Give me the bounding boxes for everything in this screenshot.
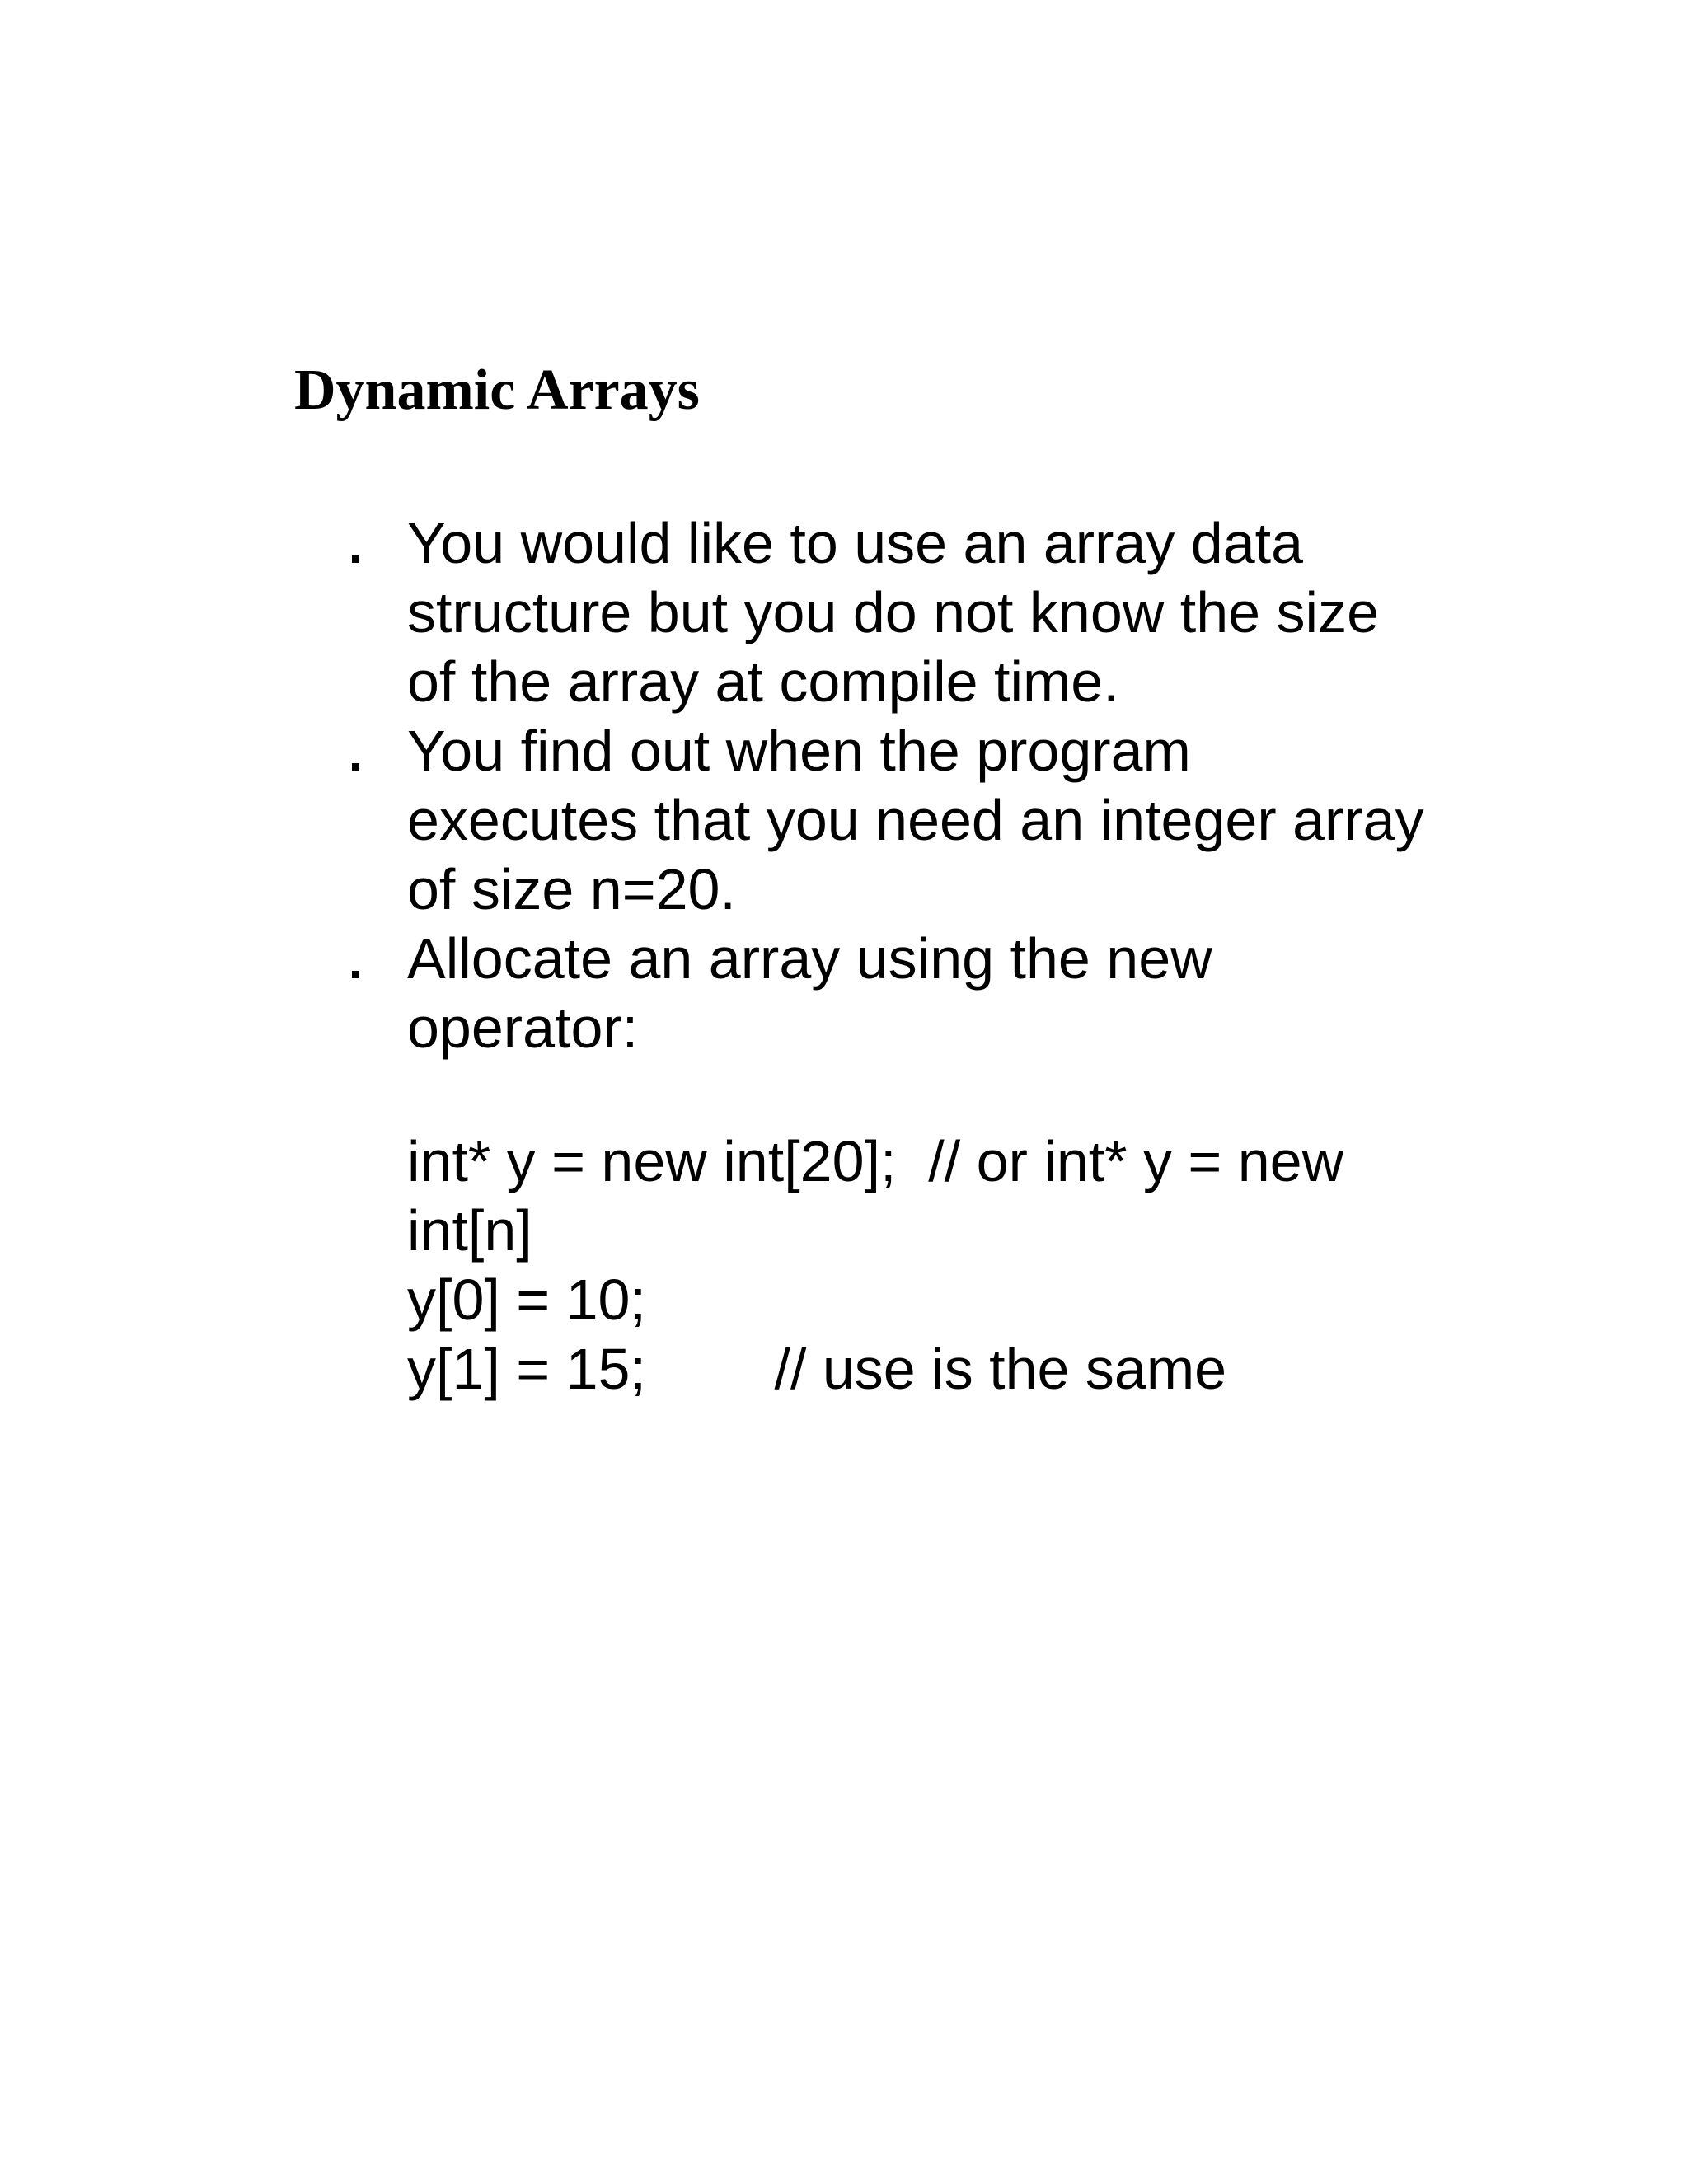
- bullet-square-icon: [352, 924, 360, 993]
- bullet-text-line: executes that you need an integer array: [407, 788, 1424, 852]
- bullet-text-line: operator:: [407, 996, 639, 1060]
- page-title: Dynamic Arrays: [294, 359, 700, 422]
- bullet-list: [0, 509, 1688, 1062]
- bullet-item: [0, 509, 1688, 716]
- bullet-square-icon: [352, 509, 360, 578]
- bullet-text-line: Allocate an array using the new: [407, 926, 1212, 991]
- code-block: [407, 1127, 1343, 1404]
- code-line: y[1] = 15; // use is the same: [407, 1337, 1227, 1401]
- bullet-item: [0, 716, 1688, 924]
- bullet-text-line: of the array at compile time.: [407, 649, 1119, 714]
- code-line: int[n]: [407, 1198, 532, 1263]
- bullet-text-line: You would like to use an array data: [407, 511, 1304, 575]
- bullet-text-line: You find out when the program: [407, 719, 1191, 783]
- bullet-text-line: of size n=20.: [407, 857, 736, 921]
- bullet-item: [0, 924, 1688, 1062]
- bullet-square-icon: [352, 716, 360, 785]
- code-line: int* y = new int[20]; // or int* y = new: [407, 1129, 1344, 1193]
- bullet-text-line: structure but you do not know the size: [407, 580, 1379, 644]
- code-line: y[0] = 10;: [407, 1268, 646, 1332]
